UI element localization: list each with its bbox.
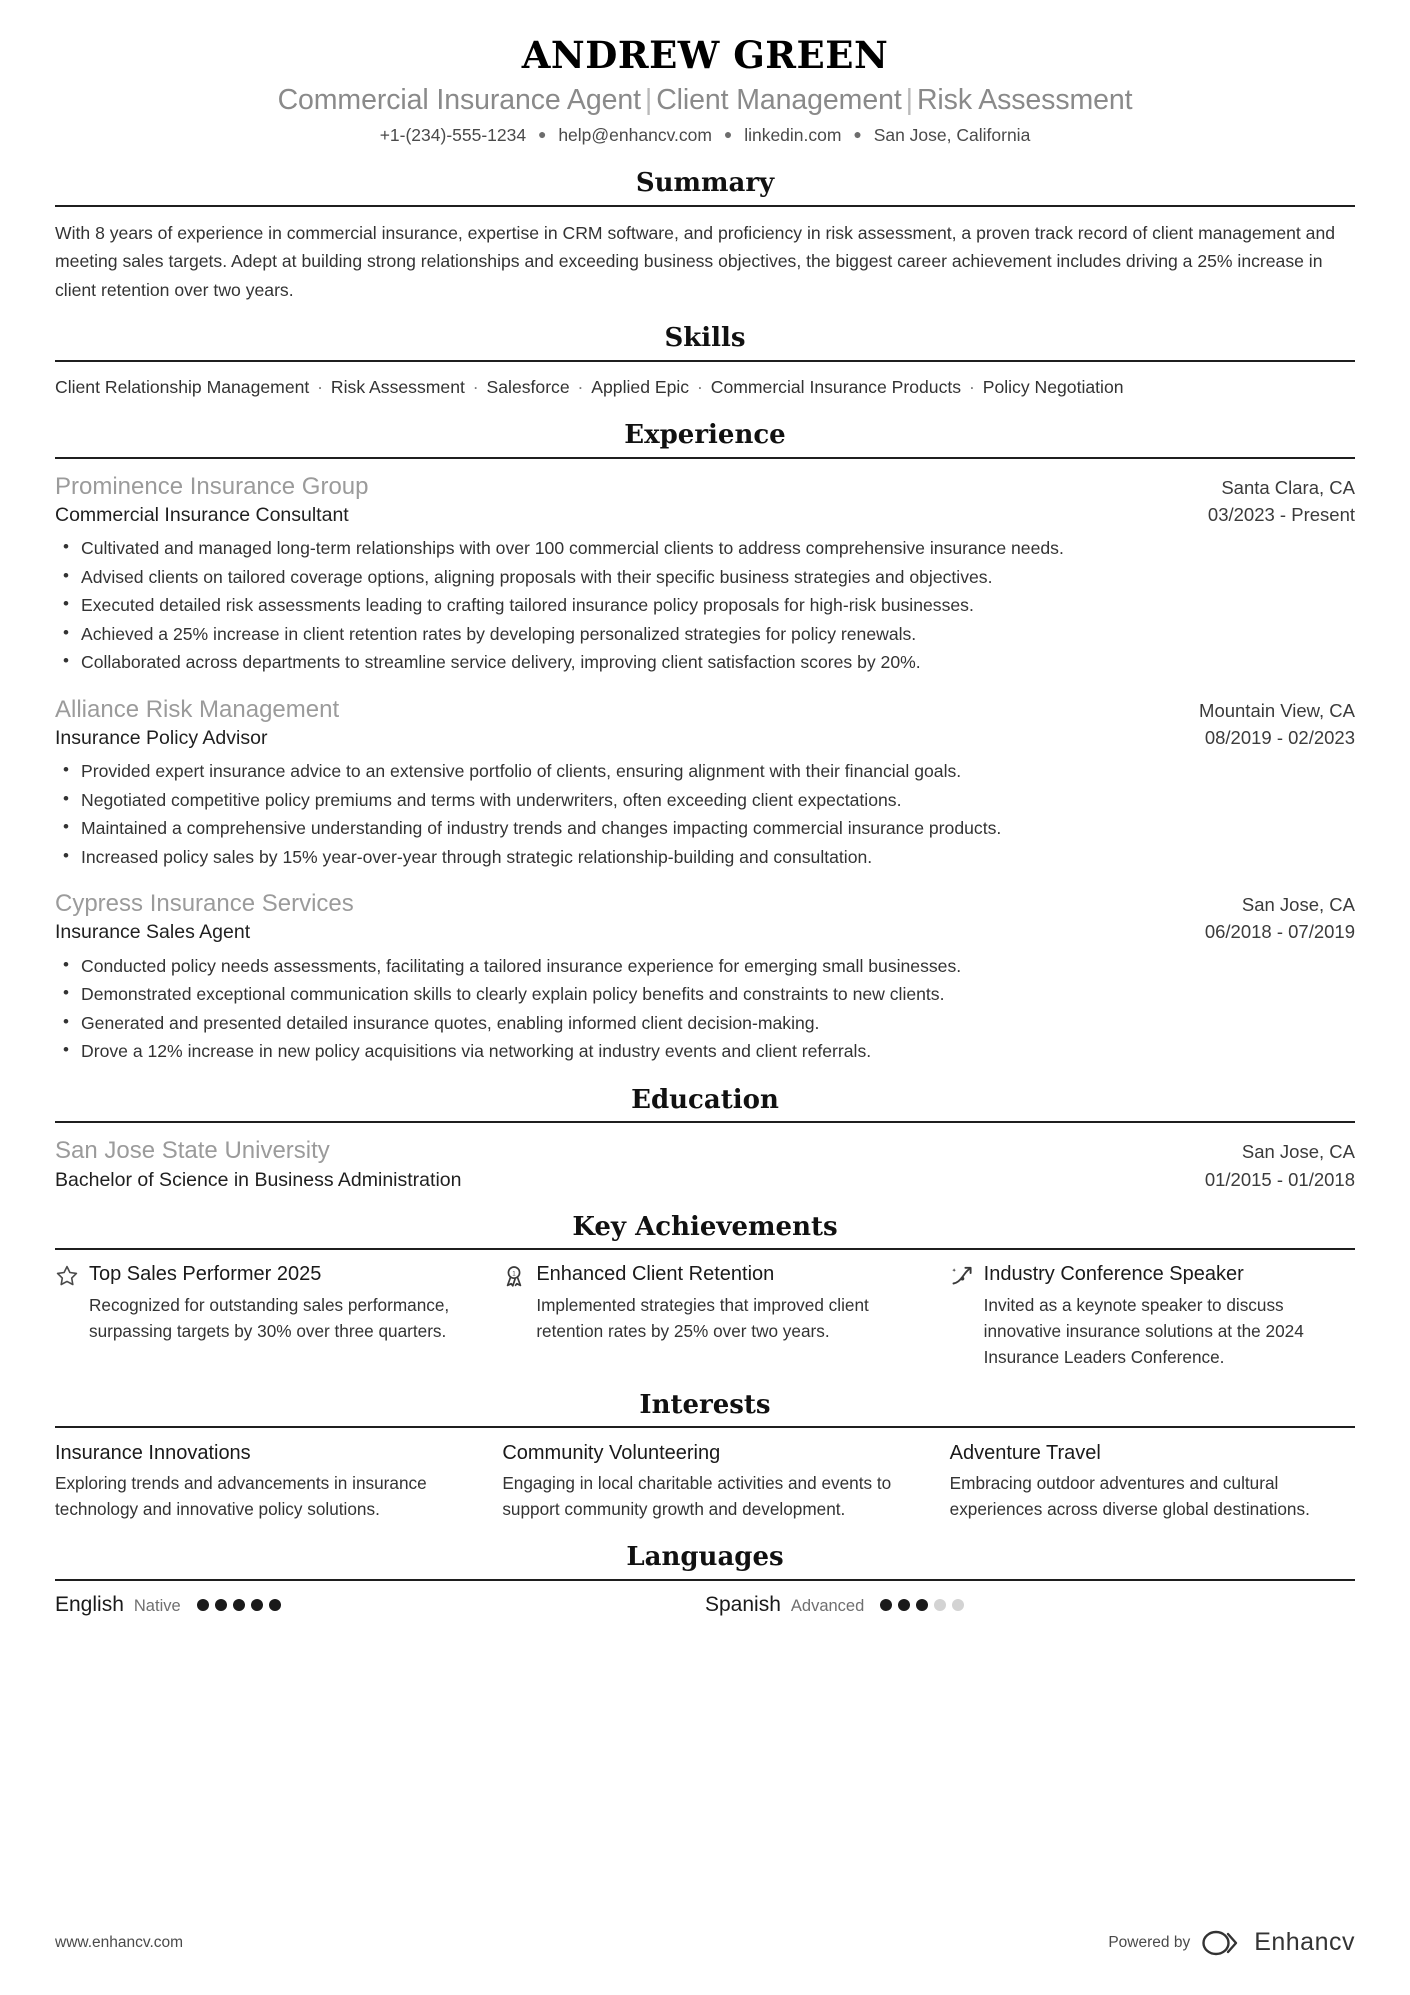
experience-title-row (55, 502, 1355, 528)
skill-item: Risk Assessment (330, 376, 465, 397)
language-proficiency-dots (191, 1599, 281, 1611)
skill-separator: · (964, 376, 980, 397)
award-ribbon-icon (502, 1264, 526, 1288)
section-divider (55, 205, 1355, 207)
skills-section (55, 324, 1355, 401)
experience-bullet: • Generated and presented detailed insurance quotes, enabling informed client decision-making. (55, 1009, 1355, 1038)
contact-line (55, 124, 1355, 147)
skill-item: Commercial Insurance Products (710, 376, 962, 397)
experience-section (55, 421, 1355, 1066)
interest-description: Engaging in local charitable activities and events to support community growth and development. (502, 1473, 892, 1520)
experience-bullet: • Cultivated and managed long-term relationships with over 100 commercial clients to address comprehensive insurance needs. (55, 534, 1355, 563)
education-section-title: Education (631, 1084, 779, 1115)
skill-item: Policy Negotiation (982, 376, 1124, 397)
section-divider (55, 1248, 1355, 1250)
experience-bullet: • Executed detailed risk assessments leading to crafting tailored insurance policy proposals for high-risk businesses. (55, 591, 1355, 620)
achievement-description: Invited as a keynote speaker to discuss innovative insurance solutions at the 2024 Insurance Leaders Conference. (983, 1295, 1304, 1368)
proficiency-dot-filled (898, 1599, 910, 1611)
interests-section-title: Interests (639, 1389, 771, 1420)
contact-linkedin[interactable]: linkedin.com (744, 125, 842, 146)
contact-separator-icon: ● (537, 126, 547, 143)
headline-part: Client Management (656, 83, 902, 116)
proficiency-dot-filled (880, 1599, 892, 1611)
contact-location: San Jose, California (873, 125, 1031, 146)
contact-separator-icon: ● (723, 126, 733, 143)
achievements-grid (55, 1262, 1355, 1370)
headline-part: Commercial Insurance Agent (277, 83, 641, 116)
experience-company: Prominence Insurance Group (55, 472, 369, 500)
education-dates: 01/2015 - 01/2018 (1204, 1168, 1355, 1190)
section-divider (55, 1121, 1355, 1123)
skill-item: Salesforce (486, 376, 570, 397)
skill-item: Applied Epic (591, 376, 690, 397)
growth-arrow-icon (950, 1264, 974, 1288)
experience-dates: 06/2018 - 07/2019 (1204, 921, 1355, 943)
language-level: Native (133, 1596, 181, 1615)
proficiency-dot-filled (215, 1599, 227, 1611)
experience-bullet: • Achieved a 25% increase in client retention rates by developing personalized strategies for policy renewals. (55, 620, 1355, 649)
summary-text: With 8 years of experience in commercial insurance, expertise in CRM software, and proficiency in risk assessment, a proven track record of client management and meeting sales targets. Adept at building strong relationships and exceeding business objectives, the biggest career achievement includes driving a 25% increase in client retention over two years. (55, 222, 1336, 300)
languages-section-title: Languages (626, 1542, 784, 1573)
interest-item (55, 1440, 460, 1523)
achievement-title: Top Sales Performer 2025 (89, 1263, 322, 1286)
contact-phone: +1-(234)-555-1234 (379, 125, 527, 146)
proficiency-dot-filled (251, 1599, 263, 1611)
experience-company-row (55, 888, 1355, 919)
experience-bullet-list (55, 952, 1355, 1066)
experience-dates: 03/2023 - Present (1207, 503, 1355, 525)
education-section (55, 1086, 1355, 1193)
headline-separator: | (905, 83, 913, 116)
enhancv-logo (1202, 1928, 1355, 1957)
footer-url[interactable]: www.enhancv.com (55, 1933, 184, 1951)
experience-location: San Jose, CA (1241, 894, 1355, 916)
skills-section-title: Skills (664, 323, 746, 354)
language-proficiency-dots (874, 1599, 964, 1611)
interests-grid (55, 1440, 1355, 1523)
achievement-title: Enhanced Client Retention (536, 1263, 775, 1286)
experience-bullet: • Provided expert insurance advice to an extensive portfolio of clients, ensuring alignment with their financial goals. (55, 757, 1355, 786)
skill-separator: · (312, 376, 328, 397)
education-list (55, 1135, 1355, 1193)
interest-item (950, 1440, 1355, 1523)
candidate-headline (55, 84, 1355, 118)
enhancv-wordmark: Enhancv (1254, 1928, 1355, 1956)
interest-description: Exploring trends and advancements in insurance technology and innovative policy solutions. (55, 1473, 427, 1520)
experience-section-title: Experience (624, 420, 786, 451)
skill-separator: · (692, 376, 708, 397)
achievement-description: Recognized for outstanding sales performance, surpassing targets by 30% over three quarters. (89, 1295, 450, 1342)
summary-section-title: Summary (635, 168, 775, 199)
experience-bullet-list (55, 757, 1355, 871)
proficiency-dot-filled (197, 1599, 209, 1611)
experience-company: Cypress Insurance Services (55, 890, 354, 918)
language-item (705, 1593, 1355, 1617)
education-school-row (55, 1135, 1355, 1166)
achievement-description: Implemented strategies that improved client retention rates by 25% over two years. (536, 1295, 869, 1342)
interest-description: Embracing outdoor adventures and cultural experiences across diverse global destinations. (949, 1473, 1310, 1520)
experience-bullet: • Maintained a comprehensive understanding of industry trends and changes impacting commercial insurance products. (55, 814, 1355, 843)
contact-separator-icon: ● (853, 126, 862, 143)
experience-bullet: • Demonstrated exceptional communication skills to clearly explain policy benefits and constraints to new clients. (55, 980, 1355, 1009)
achievements-section (55, 1213, 1355, 1371)
experience-bullet: • Negotiated competitive policy premiums and terms with underwriters, often exceeding client expectations. (55, 786, 1355, 815)
experience-bullet: • Advised clients on tailored coverage options, aligning proposals with their specific business strategies and objectives. (55, 563, 1355, 592)
education-entry (55, 1135, 1355, 1193)
experience-job-title: Insurance Policy Advisor (55, 726, 268, 749)
experience-job-title: Commercial Insurance Consultant (55, 503, 349, 526)
experience-title-row (55, 919, 1355, 945)
skill-item: Client Relationship Management (55, 376, 310, 397)
proficiency-dot-filled (233, 1599, 245, 1611)
skills-list (55, 374, 1355, 401)
experience-title-row (55, 725, 1355, 751)
achievement-item (55, 1262, 460, 1370)
interests-section (55, 1391, 1355, 1523)
language-level: Advanced (790, 1596, 865, 1615)
section-divider (55, 457, 1355, 459)
interest-item (502, 1440, 907, 1523)
headline-part: Risk Assessment (916, 83, 1133, 116)
experience-location: Mountain View, CA (1199, 699, 1355, 721)
experience-list (55, 471, 1355, 1066)
experience-dates: 08/2019 - 02/2023 (1204, 726, 1355, 748)
education-degree: Bachelor of Science in Business Administration (55, 1168, 462, 1191)
achievements-section-title: Key Achievements (572, 1211, 838, 1242)
section-divider (55, 360, 1355, 362)
experience-entry (55, 471, 1355, 677)
achievement-item (950, 1262, 1355, 1370)
achievement-header (502, 1262, 907, 1288)
proficiency-dot-empty (952, 1599, 964, 1611)
candidate-name: ANDREW GREEN (521, 33, 889, 77)
languages-section (55, 1543, 1355, 1617)
achievement-title: Industry Conference Speaker (983, 1263, 1244, 1286)
experience-job-title: Insurance Sales Agent (55, 921, 251, 944)
interest-title: Adventure Travel (949, 1442, 1101, 1465)
experience-company: Alliance Risk Management (55, 695, 340, 723)
resume-header (55, 33, 1355, 147)
language-item (55, 1593, 705, 1617)
footer-branding (1108, 1928, 1355, 1957)
experience-company-row (55, 694, 1355, 725)
achievement-header (950, 1262, 1355, 1288)
experience-location: Santa Clara, CA (1221, 476, 1355, 498)
summary-section (55, 169, 1355, 304)
experience-bullet: • Conducted policy needs assessments, facilitating a tailored insurance experience for emerging small businesses. (55, 952, 1355, 981)
section-divider (55, 1426, 1355, 1428)
languages-list (55, 1593, 1355, 1617)
experience-entry (55, 888, 1355, 1066)
experience-bullet: • Increased policy sales by 15% year-over-year through strategic relationship-building and consultation. (55, 843, 1355, 872)
skill-separator: · (572, 376, 589, 397)
experience-bullet: • Collaborated across departments to streamline service delivery, improving client satisfaction scores by 20%. (55, 648, 1355, 677)
star-icon (55, 1264, 79, 1288)
achievement-item (502, 1262, 907, 1370)
experience-bullet: • Drove a 12% increase in new policy acquisitions via networking at industry events and client referrals. (55, 1037, 1355, 1066)
svg-text:1: 1 (512, 1270, 517, 1278)
proficiency-dot-filled (269, 1599, 281, 1611)
proficiency-dot-empty (934, 1599, 946, 1611)
experience-entry (55, 694, 1355, 872)
language-name: English (55, 1592, 124, 1616)
headline-separator: | (644, 83, 653, 116)
experience-bullet-list (55, 534, 1355, 677)
achievement-header (55, 1262, 460, 1288)
education-school: San Jose State University (55, 1137, 330, 1165)
education-degree-row (55, 1167, 1355, 1193)
education-location: San Jose, CA (1241, 1141, 1355, 1163)
powered-by-label: Powered by (1108, 1933, 1191, 1951)
experience-company-row (55, 471, 1355, 502)
page-footer (55, 1928, 1355, 1957)
skill-separator: · (467, 376, 484, 397)
contact-email[interactable]: help@enhancv.com (558, 125, 712, 146)
proficiency-dot-filled (916, 1599, 928, 1611)
enhancv-mark-icon (1202, 1930, 1246, 1956)
interest-title: Insurance Innovations (55, 1442, 251, 1465)
interest-title: Community Volunteering (502, 1442, 721, 1465)
section-divider (55, 1579, 1355, 1581)
language-name: Spanish (705, 1592, 781, 1616)
